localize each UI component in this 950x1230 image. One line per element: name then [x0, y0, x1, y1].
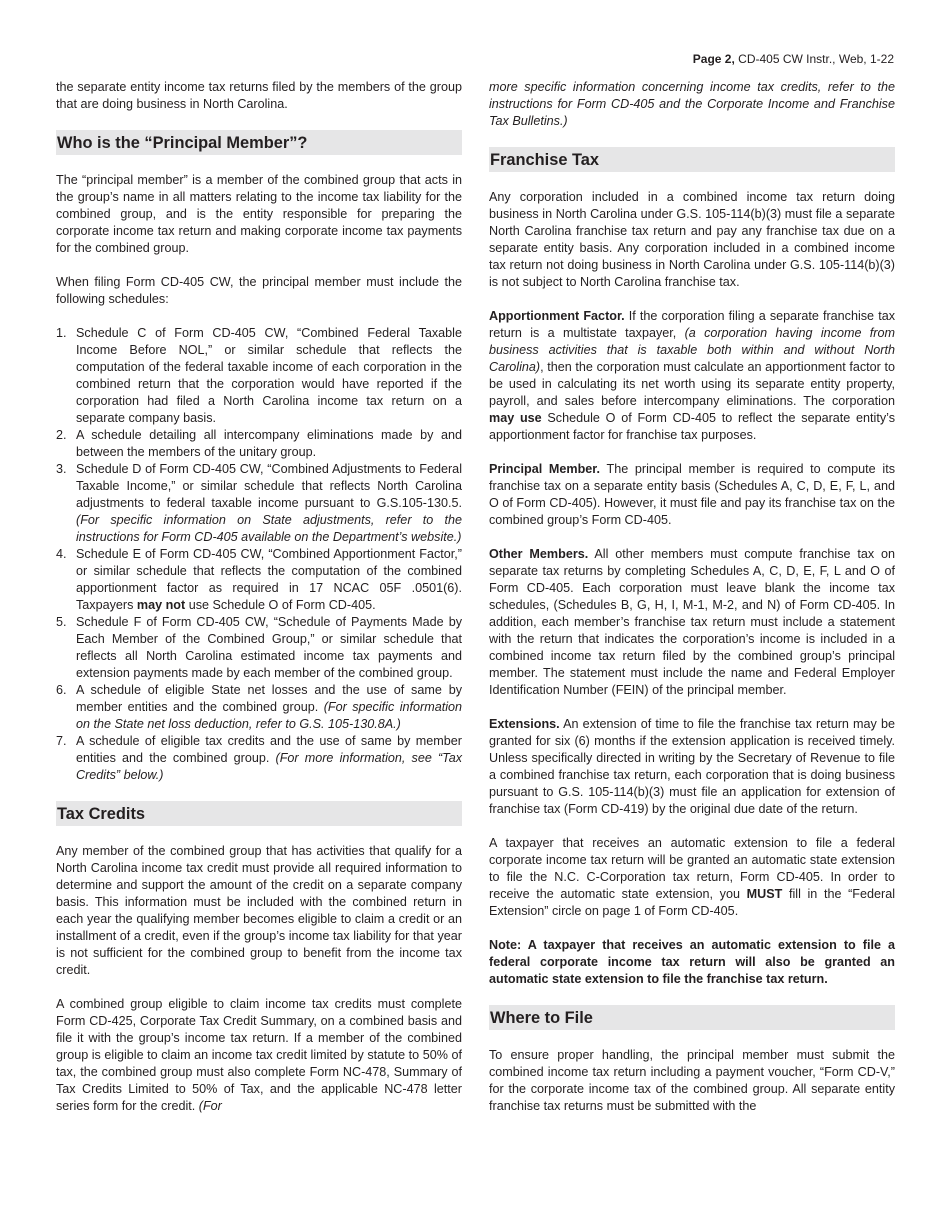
- list-number: 7.: [56, 734, 67, 748]
- list-text: Schedule C of Form CD-405 CW, “Combined Federal Taxable Income Before NOL,” or similar schedule that reflects the computation of the federal taxable income of each corporation in the combined return that the corporation would have reported if the corporation had filed a North Carolina income tax return on a separate company basis.: [76, 326, 462, 425]
- list-note: (For specific information on the State net loss deduction, refer to G.S. 105-130.8A.): [76, 700, 463, 731]
- list-item: [56, 733, 462, 784]
- credits-paragraph-2-note: (For: [198, 1099, 222, 1113]
- principal-member-label: Principal Member.: [489, 462, 600, 476]
- page-number: Page 2,: [692, 52, 735, 66]
- list-item: [56, 682, 462, 733]
- other-members-text: All other members must compute franchise tax on separate tax returns by completing Schedules A, C, D, E, F, L and O of Form CD-405. Each corporation must leave blank the income tax schedules, (Schedules B, G, H, I, M-1, M-2, and N) of Form CD-405. In addition, each member’s franchise tax return must include a statement with the return that indicates the corporation’s income is included in a combined income tax return filed by the combined group’s principal member. The statement must include the name and Federal Employer Identification Number (FEIN) of the principal member.: [489, 547, 895, 697]
- intro-paragraph: the separate entity income tax returns filed by the members of the group that are doing business in North Carolina.: [56, 80, 462, 111]
- list-item: [56, 427, 462, 461]
- apportionment-emphasis: may use: [489, 411, 542, 425]
- list-text: Schedule D of Form CD-405 CW, “Combined Adjustments to Federal Taxable Income,” or similar schedule that reflects North Carolina adjustments to federal taxable income pursuant to G.S.105-130.5.: [76, 462, 462, 510]
- section-heading-where-to-file: Where to File: [489, 1005, 895, 1030]
- list-note: (For more information, see “Tax Credits” below.): [76, 751, 463, 782]
- other-members-label: Other Members.: [489, 547, 589, 561]
- extensions-text: An extension of time to file the franchise tax return may be granted for six (6) months if the extension application is received timely. Unless specifically directed in writing by the Secretary of Revenue to file a combined franchise tax return, each corporation that is doing business pursuant to G.S. 105-114(b)(3) must file an application for extension of franchise tax (Form CD-419) by the original due date of the return.: [489, 717, 895, 816]
- list-text: Schedule F of Form CD-405 CW, “Schedule of Payments Made by Each Member of the Combined Group,” or similar schedule that reflects all North Carolina estimated income tax payments and extension payments made by each member of the combined group.: [76, 615, 462, 680]
- where-to-file-paragraph: To ensure proper handling, the principal member must submit the combined income tax return including a payment voucher, “Form CD-V,” for the corporate income tax of the combined group. All separate entity franchise tax returns must be submitted with the: [489, 1048, 895, 1113]
- apportionment-paragraph: [489, 308, 895, 444]
- apportionment-note: (a corporation having income from business activities that is taxable both within and without North Carolina): [489, 326, 895, 374]
- list-text: A schedule detailing all intercompany eliminations made by and between the members of the unitary group.: [76, 428, 462, 459]
- list-number: 2.: [56, 428, 67, 442]
- automatic-extension-text-1: A taxpayer that receives an automatic extension to file a federal corporate income tax return will be granted an automatic state extension to file the N.C. C-Corporation tax return, Form CD-405. In order to receive the automatic state extension, you: [489, 836, 895, 901]
- list-text: A schedule of eligible tax credits and the use of same by member entities and the combined group.: [76, 734, 462, 765]
- list-item: [56, 546, 462, 614]
- schedule-list: [56, 325, 462, 784]
- automatic-extension-paragraph: [489, 835, 895, 920]
- list-emphasis: may not: [136, 598, 186, 612]
- list-item: [56, 614, 462, 682]
- list-text: Schedule E of Form CD-405 CW, “Combined Apportionment Factor,” or similar schedule that reflects the computation of the combined apportionment factor as required in 17 NCAC 05F .0501(6). Taxpayers: [76, 547, 462, 612]
- note-paragraph: [489, 937, 895, 988]
- credits-paragraph-2-text: A combined group eligible to claim income tax credits must complete Form CD-425, Corporate Tax Credit Summary, on a combined basis and file it with the group’s income tax return. If a member of the combined group is eligible to claim an income tax credit limited by statute to 50% of tax, the combined group must also complete Form NC-478, Summary of Tax Credits Limited to 50% of Tax, and the applicable NC-478 letter series form for the credit.: [56, 997, 462, 1113]
- principal-paragraph-2: When filing Form CD-405 CW, the principal member must include the following schedules:: [56, 275, 462, 306]
- list-number: 3.: [56, 462, 67, 476]
- principal-paragraph-1: The “principal member” is a member of the combined group that acts in the group’s name in all matters relating to the income tax liability for the combined group, and is the entity responsible for preparing the corporate income tax return and making corporate income tax payments for the combined group.: [56, 173, 462, 255]
- extensions-label: Extensions.: [489, 717, 560, 731]
- automatic-extension-text-2: fill in the “Federal Extension” circle on page 1 of Form CD-405.: [489, 887, 896, 918]
- document-reference: CD-405 CW Instr., Web, 1-22: [738, 52, 894, 66]
- list-number: 5.: [56, 615, 67, 629]
- credits-paragraph-1: Any member of the combined group that has activities that qualify for a North Carolina income tax credit must provide all required information to determine and support the amount of the credit on a separate company basis. This information must be included with the combined return in each year the qualifying member becomes eligible to claim a credit or an installment of a credit, even if the group’s income tax liability for that year is not sufficient for the combined group to benefit from the income tax credit.: [56, 844, 462, 977]
- extensions-paragraph: [489, 716, 895, 818]
- apportionment-text-2: , then the corporation must calculate an apportionment factor to be used in calculating its net worth using its separate entity property, payroll, and sales before intercompany eliminations. The corporation: [489, 360, 895, 408]
- apportionment-label: Apportionment Factor.: [489, 309, 625, 323]
- list-item: [56, 461, 462, 546]
- continued-note: [489, 79, 895, 130]
- list-text-continued: use Schedule O of Form CD-405.: [188, 598, 376, 612]
- page-header: [693, 52, 894, 66]
- apportionment-text-1: If the corporation filing a separate franchise tax return is a multistate taxpayer,: [489, 309, 895, 340]
- left-column: [56, 79, 462, 1115]
- note-text: Note: A taxpayer that receives an automatic extension to file a federal corporate income tax return will also be granted an automatic state extension to file the franchise tax return.: [489, 938, 895, 986]
- other-members-paragraph: [489, 546, 895, 699]
- list-number: 1.: [56, 326, 67, 340]
- section-heading-tax-credits: Tax Credits: [56, 801, 462, 826]
- continued-note-text: more specific information concerning income tax credits, refer to the instructions for Form CD-405 and the Corporate Income and Franchise Tax Bulletins.): [489, 80, 895, 128]
- list-item: [56, 325, 462, 427]
- section-heading-principal-member: Who is the “Principal Member”?: [56, 130, 462, 155]
- list-number: 6.: [56, 683, 67, 697]
- franchise-paragraph: Any corporation included in a combined income tax return doing business in North Carolina under G.S. 105-114(b)(3) must file a separate North Carolina franchise tax return and pay any franchise tax due on a separate entity basis. Any corporation included in a combined income tax return not doing business in North Carolina under G.S. 105-114(b)(3) is not subject to North Carolina franchise tax.: [489, 190, 895, 289]
- apportionment-text-3: Schedule O of Form CD-405 to reflect the separate entity’s apportionment factor for franchise tax purposes.: [489, 411, 895, 442]
- credits-paragraph-2: [56, 996, 462, 1115]
- principal-member-text: The principal member is required to compute its franchise tax on a separate entity basis (Schedules A, C, D, E, F, L, and O of Form CD-405). However, it must file and pay its franchise tax on the combined group’s Form CD-405.: [489, 462, 895, 527]
- right-column: [489, 79, 895, 1115]
- automatic-extension-emphasis: MUST: [746, 887, 783, 901]
- list-note: (For specific information on State adjustments, refer to the instructions for Form CD-405 available on the Department’s website.): [76, 513, 462, 544]
- section-heading-franchise-tax: Franchise Tax: [489, 147, 895, 172]
- principal-member-paragraph: [489, 461, 895, 529]
- list-number: 4.: [56, 547, 67, 561]
- list-text: A schedule of eligible State net losses and the use of same by member entities and the combined group.: [76, 683, 462, 714]
